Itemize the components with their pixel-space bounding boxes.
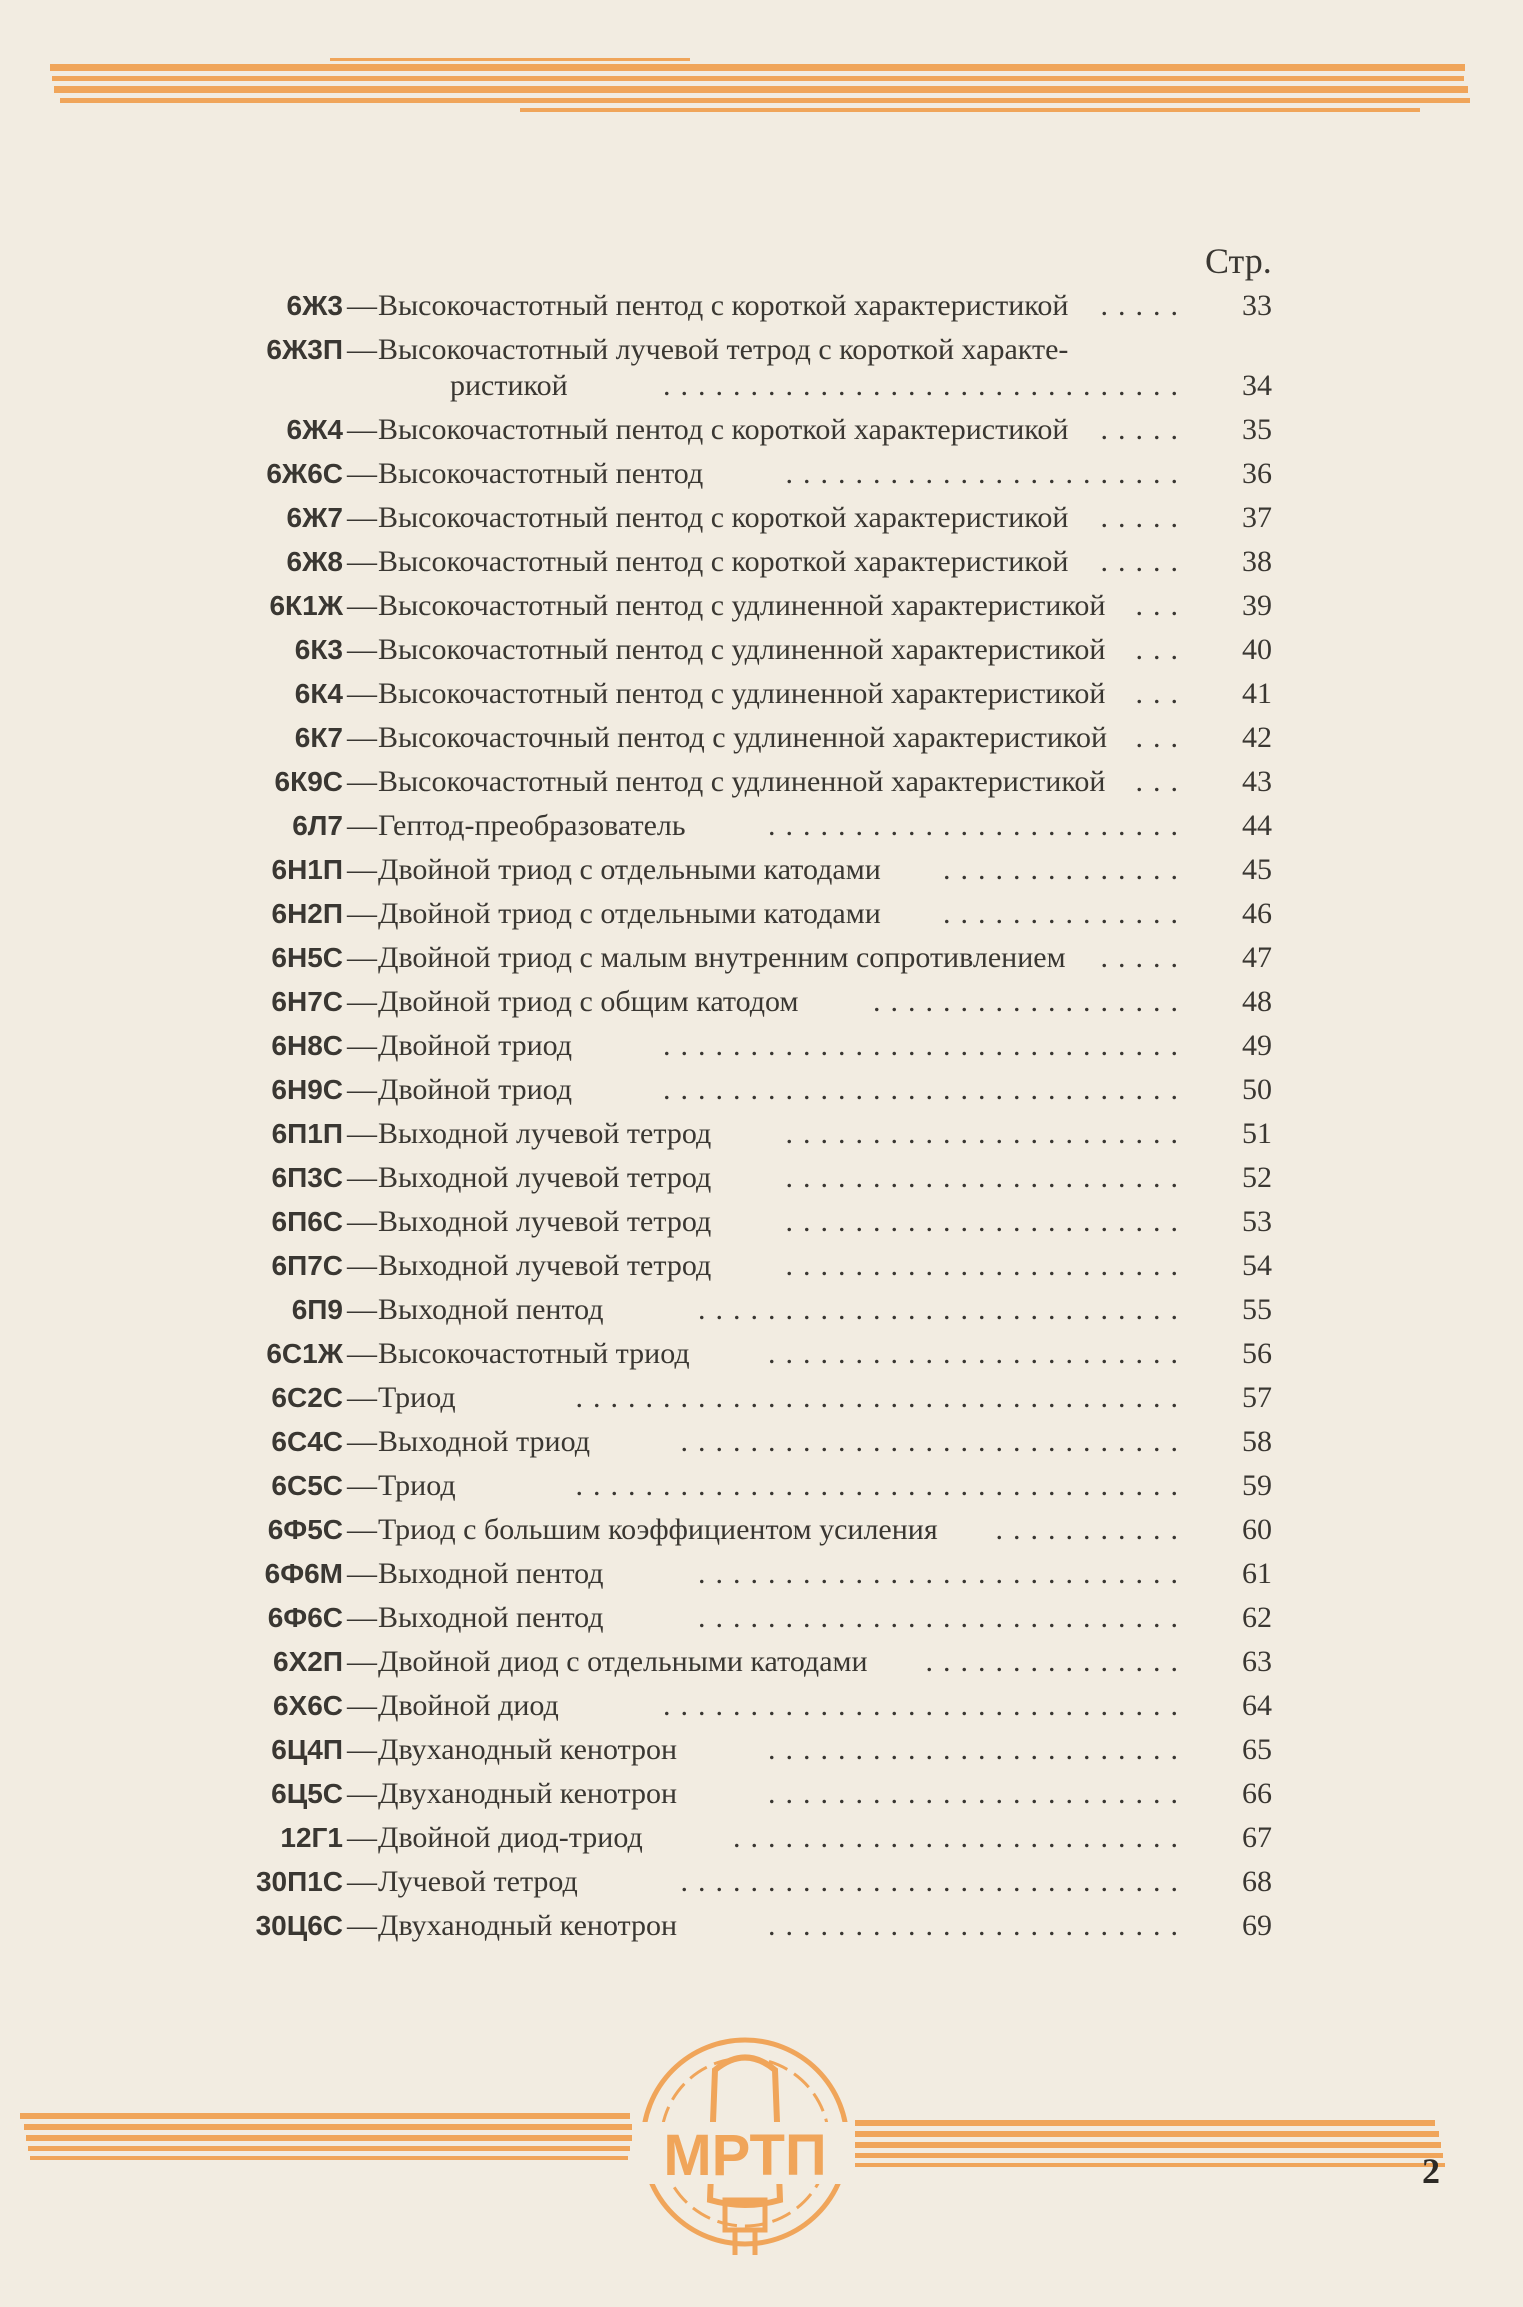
page-ref: 58 <box>1242 1425 1272 1458</box>
tube-code: 6С5С <box>271 1470 343 1501</box>
page-ref: 62 <box>1242 1601 1272 1634</box>
tube-description: Выходной триод <box>378 1425 590 1458</box>
logo-emblem-icon <box>630 2030 860 2270</box>
toc-entry <box>0 980 1523 1024</box>
tube-code: 6Ц5С <box>271 1778 343 1809</box>
page-ref: 49 <box>1242 1029 1272 1062</box>
toc-entry <box>0 284 1523 328</box>
page-ref: 60 <box>1242 1513 1272 1546</box>
tube-code: 6К1Ж <box>269 590 343 621</box>
entry-dash: — <box>347 413 377 446</box>
entry-dash: — <box>347 1865 377 1898</box>
tube-description: Высокочастотный пентод с удлиненной характеристикой <box>378 677 1106 710</box>
dot-leader: ........................ <box>768 1733 1188 1766</box>
page-ref: 43 <box>1242 765 1272 798</box>
tube-description: Двойной диод <box>378 1689 559 1722</box>
dot-leader: ........................ <box>768 1909 1188 1942</box>
page-ref: 44 <box>1242 809 1272 842</box>
page-ref: 48 <box>1242 985 1272 1018</box>
tube-description: Гептод-преобразователь <box>378 809 686 842</box>
toc-entry <box>0 496 1523 540</box>
tube-code: 6Х2П <box>273 1646 343 1677</box>
page-ref: 42 <box>1242 721 1272 754</box>
dot-leader: ..... <box>1100 413 1188 446</box>
dot-leader: ..... <box>1100 941 1188 974</box>
tube-description: Двойной триод с отдельными катодами <box>378 897 881 930</box>
tube-description: Выходной лучевой тетрод <box>378 1205 712 1238</box>
page-ref: 67 <box>1242 1821 1272 1854</box>
tube-description: Двойной диод-триод <box>378 1821 643 1854</box>
tube-description: Высокочастотный пентод с удлиненной характеристикой <box>378 589 1106 622</box>
entry-dash: — <box>347 1073 377 1106</box>
toc-entry <box>0 1508 1523 1552</box>
toc-entry <box>0 760 1523 804</box>
page-ref: 39 <box>1242 589 1272 622</box>
dot-leader: ....................... <box>785 457 1188 490</box>
page-ref: 66 <box>1242 1777 1272 1810</box>
tube-description: Двойной триод с отдельными катодами <box>378 853 881 886</box>
tube-code: 6Х6С <box>272 1690 343 1721</box>
svg-text:МРТП: МРТП <box>663 2123 827 2188</box>
mrtp-logo <box>630 2030 860 2275</box>
tube-description: Высокочасточный пентод с удлиненной характеристикой <box>378 721 1108 754</box>
dot-leader: ..... <box>1100 545 1188 578</box>
tube-code: 6Ф5С <box>267 1514 343 1545</box>
entry-dash: — <box>347 1557 377 1590</box>
tube-code: 6К7 <box>294 722 343 753</box>
tube-code: 6К9С <box>274 766 343 797</box>
toc-entry <box>0 1816 1523 1860</box>
page-ref: 65 <box>1242 1733 1272 1766</box>
entry-dash: — <box>347 1205 377 1238</box>
toc-entry <box>0 540 1523 584</box>
tube-code: 6Н8С <box>271 1030 343 1061</box>
toc-entry <box>0 716 1523 760</box>
dot-leader: ....................... <box>785 1249 1188 1282</box>
dot-leader: .................. <box>873 985 1188 1018</box>
page-ref: 47 <box>1242 941 1272 974</box>
page-ref: 68 <box>1242 1865 1272 1898</box>
toc-entry-continuation <box>0 364 1523 408</box>
toc-entry <box>0 848 1523 892</box>
dot-leader: ... <box>1135 765 1188 798</box>
tube-code: 6П3С <box>271 1162 343 1193</box>
tube-description: Двойной триод <box>378 1029 573 1062</box>
dot-leader: .......................... <box>733 1821 1188 1854</box>
toc-entry <box>0 1068 1523 1112</box>
tube-code: 6С1Ж <box>266 1338 343 1369</box>
entry-dash: — <box>347 501 377 534</box>
page-ref: 59 <box>1242 1469 1272 1502</box>
tube-code: 6Ф6С <box>267 1602 343 1633</box>
toc-entry <box>0 1552 1523 1596</box>
entry-dash: — <box>347 1381 377 1414</box>
page-ref: 46 <box>1242 897 1272 930</box>
entry-dash: — <box>347 1601 377 1634</box>
dot-leader: ........... <box>995 1513 1188 1546</box>
tube-description: Двуханодный кенотрон <box>378 1733 678 1766</box>
tube-code: 6Ж4 <box>286 414 343 445</box>
toc-entry <box>0 672 1523 716</box>
entry-dash: — <box>347 589 377 622</box>
toc-entry <box>0 1244 1523 1288</box>
entry-dash: — <box>347 1733 377 1766</box>
tube-description: Выходной лучевой тетрод <box>378 1249 712 1282</box>
entry-dash: — <box>347 1249 377 1282</box>
tube-code: 6П9 <box>291 1294 343 1325</box>
tube-code: 6Ф6М <box>264 1558 343 1589</box>
dot-leader: ... <box>1135 633 1188 666</box>
dot-leader: .............................. <box>663 1689 1188 1722</box>
tube-description: Двойной триод <box>378 1073 573 1106</box>
page-ref: 50 <box>1242 1073 1272 1106</box>
entry-dash: — <box>347 897 377 930</box>
toc-entry <box>0 1728 1523 1772</box>
dot-leader: ... <box>1135 589 1188 622</box>
entry-dash: — <box>347 545 377 578</box>
dot-leader: .............. <box>943 853 1188 886</box>
entry-dash: — <box>347 721 377 754</box>
entry-dash: — <box>347 765 377 798</box>
tube-code: 12Г1 <box>280 1822 343 1853</box>
dot-leader: .............................. <box>663 1073 1188 1106</box>
toc-entry <box>0 584 1523 628</box>
page-ref: 35 <box>1242 413 1272 446</box>
toc-entry <box>0 1860 1523 1904</box>
tube-description: Триод <box>378 1381 456 1414</box>
entry-dash: — <box>347 1337 377 1370</box>
toc-entry <box>0 1596 1523 1640</box>
dot-leader: ..... <box>1100 501 1188 534</box>
tube-code: 6Н2П <box>271 898 343 929</box>
tube-description: Двуханодный кенотрон <box>378 1777 678 1810</box>
entry-dash: — <box>347 333 377 366</box>
page-ref: 51 <box>1242 1117 1272 1150</box>
dot-leader: ........................ <box>768 809 1188 842</box>
tube-description: Выходной пентод <box>378 1557 604 1590</box>
entry-dash: — <box>347 853 377 886</box>
dot-leader: ....................... <box>785 1161 1188 1194</box>
tube-code: 6С2С <box>271 1382 343 1413</box>
entry-dash: — <box>347 289 377 322</box>
tube-description: Высокочастотный триод <box>378 1337 690 1370</box>
tube-code: 6Л7 <box>292 810 343 841</box>
entry-dash: — <box>347 809 377 842</box>
toc-entry <box>0 1288 1523 1332</box>
tube-description: Двуханодный кенотрон <box>378 1909 678 1942</box>
entry-dash: — <box>347 1513 377 1546</box>
toc-entry <box>0 1200 1523 1244</box>
entry-dash: — <box>347 1689 377 1722</box>
tube-description: Двойной триод с общим катодом <box>378 985 799 1018</box>
tube-description: Лучевой тетрод <box>378 1865 578 1898</box>
dot-leader: ........................ <box>768 1777 1188 1810</box>
tube-code: 6Ж8 <box>286 546 343 577</box>
toc-entry <box>0 1772 1523 1816</box>
toc-entry <box>0 1156 1523 1200</box>
tube-code: 6Н5С <box>271 942 343 973</box>
tube-description: Двойной триод с малым внутренним сопротивлением <box>378 941 1066 974</box>
entry-dash: — <box>347 985 377 1018</box>
tube-code: 6П6С <box>271 1206 343 1237</box>
tube-description: Выходной лучевой тетрод <box>378 1161 712 1194</box>
tube-code: 6К4 <box>294 678 343 709</box>
page-ref: 56 <box>1242 1337 1272 1370</box>
tube-code: 6Ж7 <box>286 502 343 533</box>
page-ref: 69 <box>1242 1909 1272 1942</box>
entry-dash: — <box>347 457 377 490</box>
toc-entry <box>0 1376 1523 1420</box>
toc-entry <box>0 936 1523 980</box>
toc-entry <box>0 1904 1523 1948</box>
tube-code: 6П7С <box>271 1250 343 1281</box>
tube-code: 6П1П <box>271 1118 343 1149</box>
dot-leader: .............................. <box>663 1029 1188 1062</box>
dot-leader: ... <box>1135 721 1188 754</box>
tube-description: Триод <box>378 1469 456 1502</box>
tube-description: Выходной лучевой тетрод <box>378 1117 712 1150</box>
toc-entry <box>0 408 1523 452</box>
dot-leader: ............................ <box>698 1293 1188 1326</box>
page-ref: 40 <box>1242 633 1272 666</box>
entry-dash: — <box>347 1777 377 1810</box>
dot-leader: ................................... <box>575 1381 1188 1414</box>
dot-leader: ....................... <box>785 1205 1188 1238</box>
tube-code: 6Н9С <box>271 1074 343 1105</box>
dot-leader: ............................ <box>698 1557 1188 1590</box>
page-ref: 63 <box>1242 1645 1272 1678</box>
entry-dash: — <box>347 941 377 974</box>
page-ref: 36 <box>1242 457 1272 490</box>
tube-description: Высокочастотный пентод с удлиненной характеристикой <box>378 633 1106 666</box>
tube-description-continued: ристикой <box>450 369 568 402</box>
dot-leader: ............... <box>925 1645 1188 1678</box>
page-ref: 57 <box>1242 1381 1272 1414</box>
tube-code: 6Ж3 <box>286 290 343 321</box>
toc-entry <box>0 1024 1523 1068</box>
entry-dash: — <box>347 1161 377 1194</box>
tube-code: 30П1С <box>255 1866 343 1897</box>
tube-description: Высокочастотный лучевой тетрод с короткой характе- <box>378 333 1069 366</box>
page-ref: 38 <box>1242 545 1272 578</box>
toc-entry <box>0 1332 1523 1376</box>
page-ref: 37 <box>1242 501 1272 534</box>
tube-description: Триод с большим коэффициентом усиления <box>378 1513 938 1546</box>
toc-entry <box>0 628 1523 672</box>
page-number: 2 <box>1422 2151 1440 2191</box>
page-ref: 54 <box>1242 1249 1272 1282</box>
entry-dash: — <box>347 1029 377 1062</box>
entry-dash: — <box>347 1469 377 1502</box>
tube-description: Высокочастотный пентод с короткой характеристикой <box>378 413 1069 446</box>
tube-code: 6Ц4П <box>271 1734 343 1765</box>
dot-leader: ............................ <box>698 1601 1188 1634</box>
tube-description: Высокочастотный пентод с короткой характеристикой <box>378 545 1069 578</box>
page-ref: 33 <box>1242 289 1272 322</box>
entry-dash: — <box>347 1909 377 1942</box>
tube-description: Высокочастотный пентод с короткой характеристикой <box>378 501 1069 534</box>
toc-entry <box>0 1464 1523 1508</box>
tube-code: 6К3 <box>294 634 343 665</box>
entry-dash: — <box>347 1293 377 1326</box>
toc-entry <box>0 892 1523 936</box>
dot-leader: ................................... <box>575 1469 1188 1502</box>
tube-description: Высокочастотный пентод с короткой характеристикой <box>378 289 1069 322</box>
page-ref: 41 <box>1242 677 1272 710</box>
page-ref: 64 <box>1242 1689 1272 1722</box>
tube-description: Выходной пентод <box>378 1293 604 1326</box>
entry-dash: — <box>347 1117 377 1150</box>
page-ref: 52 <box>1242 1161 1272 1194</box>
page-ref: 34 <box>1242 369 1272 402</box>
dot-leader: .............................. <box>663 369 1188 402</box>
dot-leader: .............. <box>943 897 1188 930</box>
dot-leader: ... <box>1135 677 1188 710</box>
toc-entry <box>0 1684 1523 1728</box>
entry-dash: — <box>347 1821 377 1854</box>
page-ref: 61 <box>1242 1557 1272 1590</box>
tube-code: 6Н1П <box>271 854 343 885</box>
toc-entry <box>0 804 1523 848</box>
page-column-header: Стр. <box>1205 241 1272 281</box>
tube-description: Двойной диод с отдельными катодами <box>378 1645 868 1678</box>
toc-entry <box>0 1112 1523 1156</box>
entry-dash: — <box>347 633 377 666</box>
tube-code: 6Ж3П <box>266 334 343 365</box>
entry-dash: — <box>347 677 377 710</box>
tube-description: Выходной пентод <box>378 1601 604 1634</box>
entry-dash: — <box>347 1645 377 1678</box>
tube-code: 6Ж6С <box>266 458 343 489</box>
tube-code: 6С4С <box>271 1426 343 1457</box>
entry-dash: — <box>347 1425 377 1458</box>
tube-code: 30Ц6С <box>255 1910 343 1941</box>
dot-leader: ....................... <box>785 1117 1188 1150</box>
page-ref: 45 <box>1242 853 1272 886</box>
toc-entry <box>0 1640 1523 1684</box>
tube-code: 6Н7С <box>271 986 343 1017</box>
tube-description: Высокочастотный пентод с удлиненной характеристикой <box>378 765 1106 798</box>
page-ref: 53 <box>1242 1205 1272 1238</box>
toc-entry <box>0 1420 1523 1464</box>
toc-entry <box>0 452 1523 496</box>
dot-leader: ............................. <box>680 1425 1188 1458</box>
dot-leader: ........................ <box>768 1337 1188 1370</box>
dot-leader: ..... <box>1100 289 1188 322</box>
tube-description: Высокочастотный пентод <box>378 457 704 490</box>
dot-leader: ............................. <box>680 1865 1188 1898</box>
page-ref: 55 <box>1242 1293 1272 1326</box>
